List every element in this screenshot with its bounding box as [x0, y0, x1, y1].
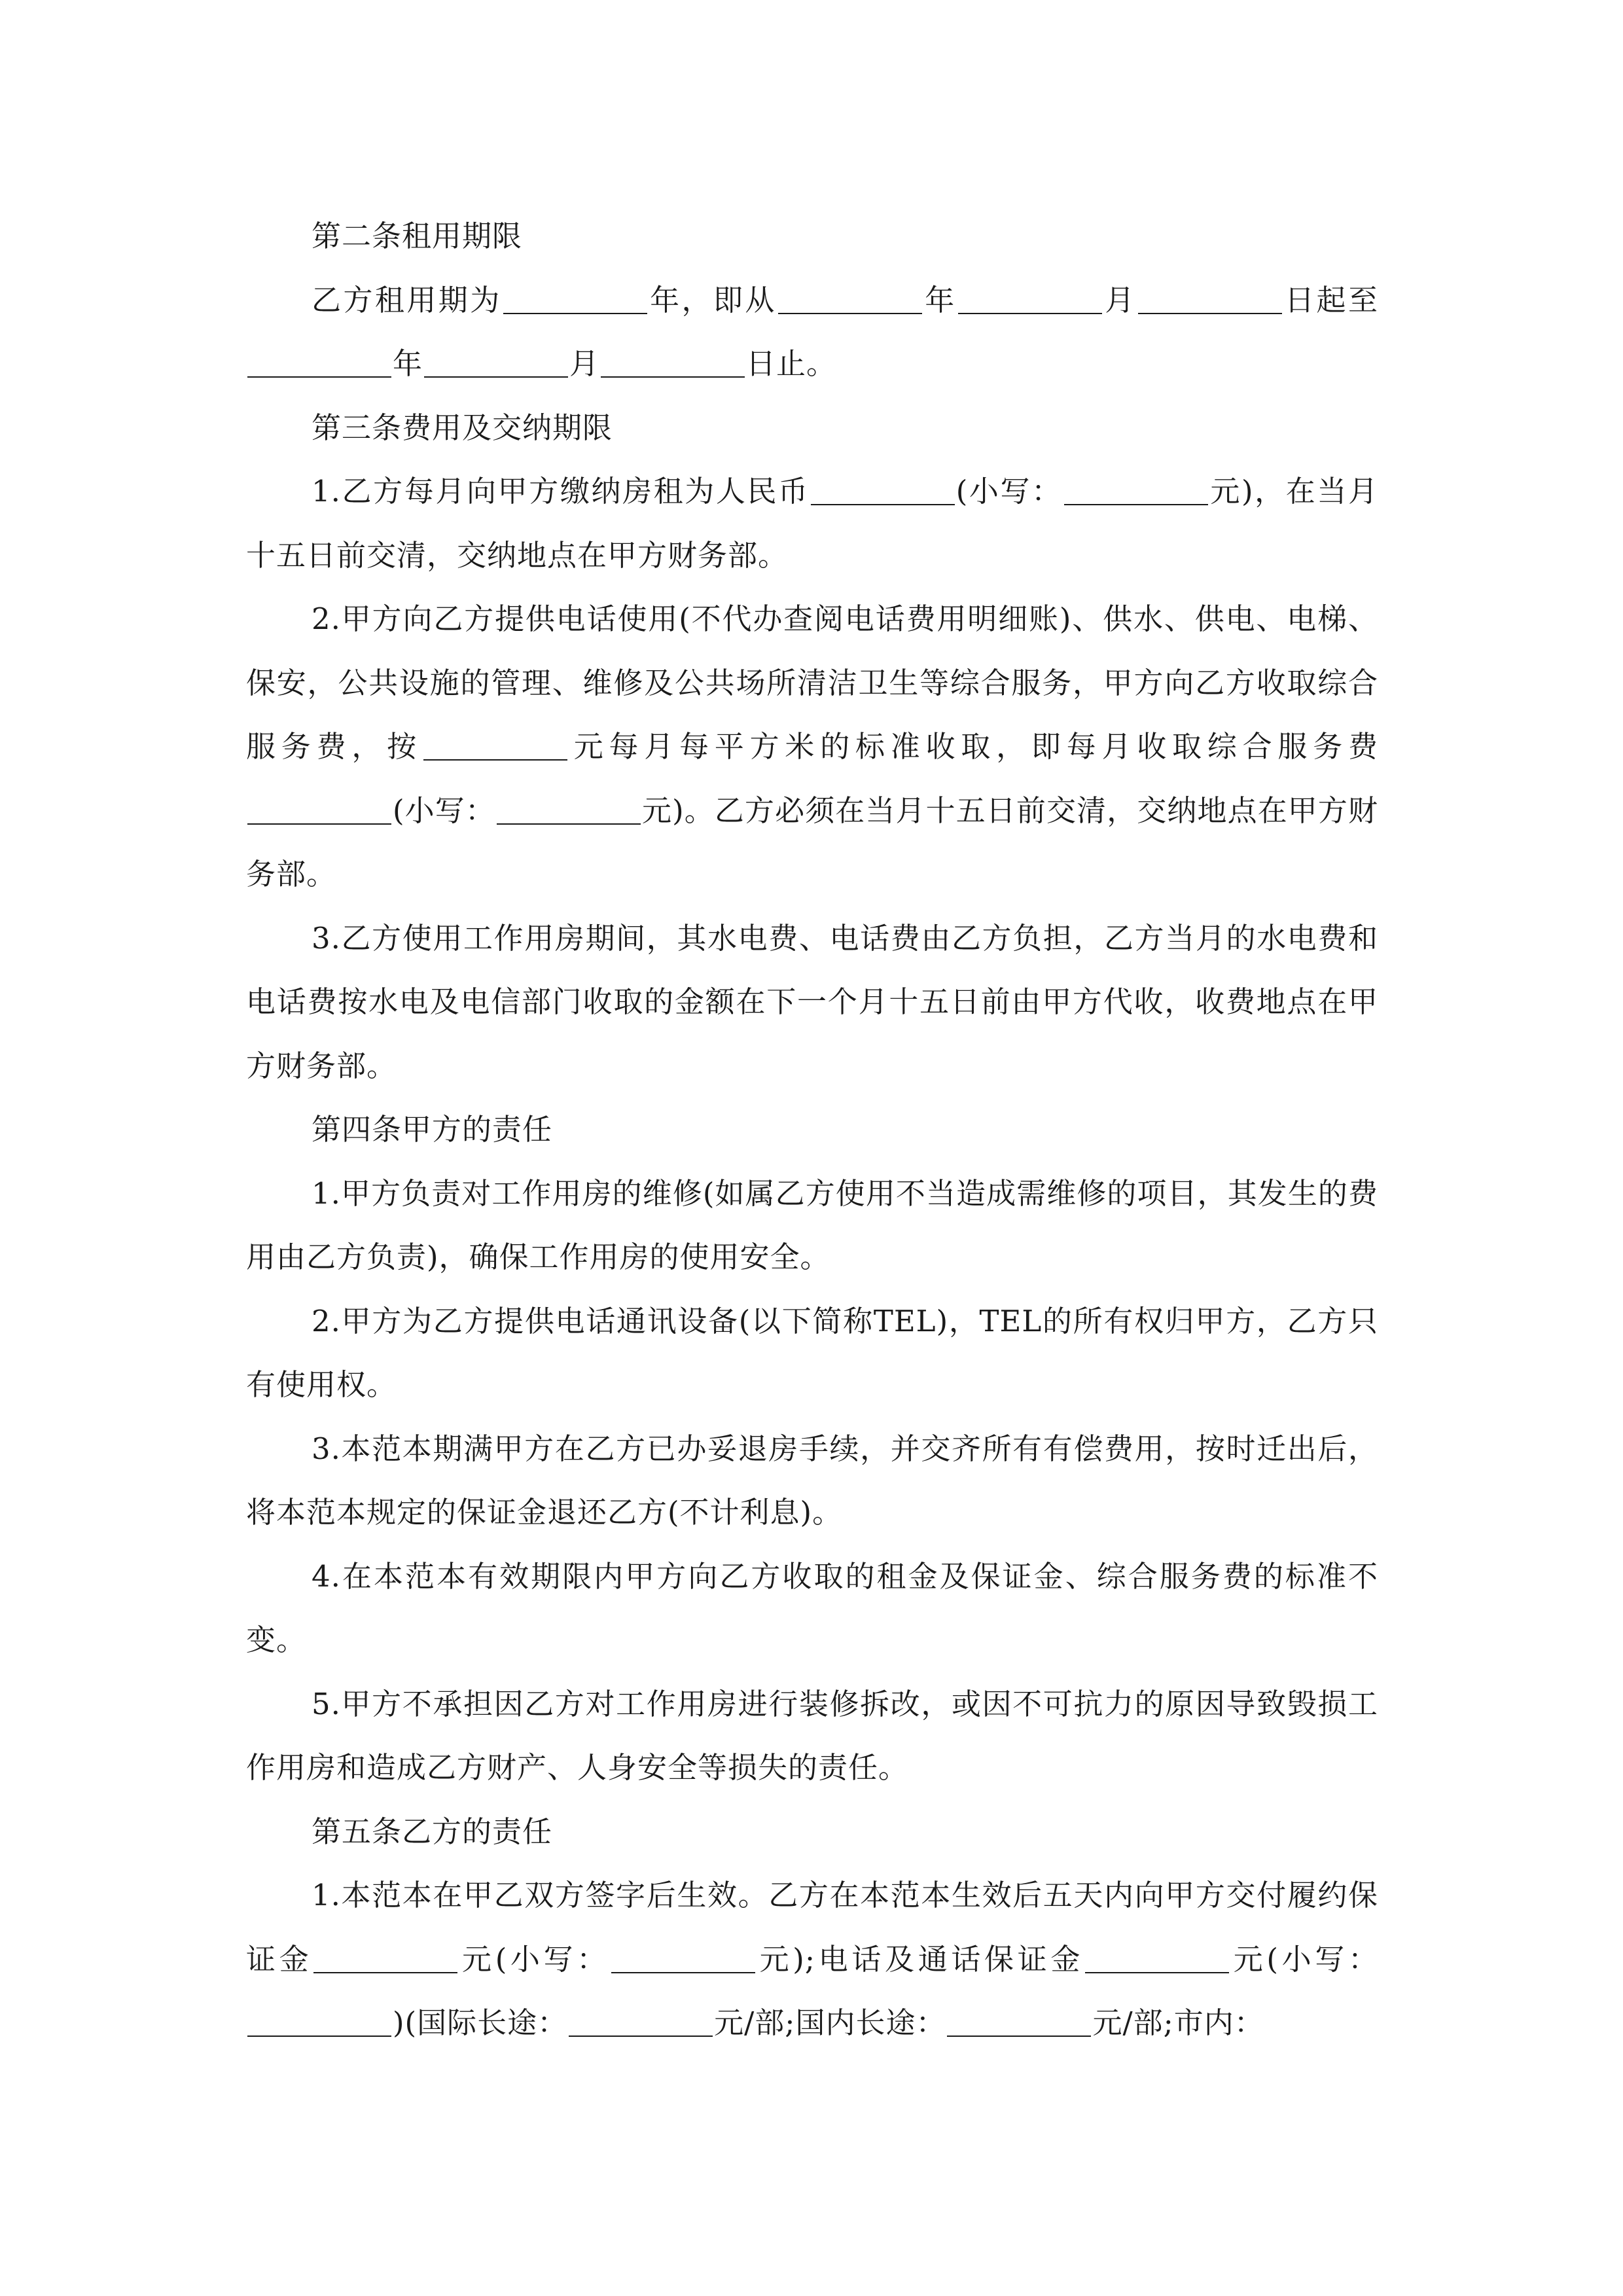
- article-4-clause-4: 4.在本范本有效期限内甲方向乙方收取的租金及保证金、综合服务费的标准不变。: [246, 1558, 1378, 1657]
- fill-blank[interactable]: [423, 733, 567, 761]
- fill-blank[interactable]: [503, 287, 647, 314]
- article-4-clause-5: 5.甲方不承担因乙方对工作用房进行装修拆改，或因不可抗力的原因导致毁损工作用房和造成乙方财产、人身安全等损失的责任。: [246, 1686, 1378, 1785]
- fill-blank[interactable]: [247, 2009, 391, 2037]
- article-3-heading: 第三条费用及交纳期限: [312, 410, 613, 445]
- article-2-heading: 第二条租用期限: [312, 219, 523, 253]
- article-3-clause-3: 3.乙方使用工作用房期间，其水电费、电话费由乙方负担，乙方当月的水电费和电话费按水电及电信部门收取的金额在下一个月十五日前由甲方代收，收费地点在甲方财务部。: [246, 920, 1378, 1083]
- fill-blank[interactable]: [247, 350, 391, 378]
- fill-blank[interactable]: [811, 478, 955, 505]
- fill-blank[interactable]: [778, 287, 922, 314]
- fill-blank[interactable]: [424, 350, 568, 378]
- fill-blank[interactable]: [947, 2009, 1091, 2037]
- fill-blank[interactable]: [1138, 287, 1282, 314]
- article-5-clause-1: 1.本范本在甲乙双方签字后生效。乙方在本范本生效后五天内向甲方交付履约保证金 元(小写： 元);电话及通话保证金 元(小写：)(国际长途： 元/部;国内长途： 元/部;市内：: [246, 1878, 1378, 2040]
- article-2-term-paragraph: 乙方租用期为 年，即从 年 月 日起至年 月 日止。: [246, 268, 1378, 396]
- fill-blank[interactable]: [569, 2009, 713, 2037]
- fill-blank[interactable]: [313, 1946, 457, 1973]
- article-4-clause-2: 2.甲方为乙方提供电话通讯设备(以下简称TEL)，TEL的所有权归甲方，乙方只有使用权。: [246, 1303, 1378, 1402]
- fill-blank[interactable]: [601, 350, 745, 378]
- fill-blank[interactable]: [1085, 1946, 1229, 1973]
- fill-blank[interactable]: [611, 1946, 755, 1973]
- fill-blank[interactable]: [247, 797, 391, 825]
- article-4-clause-3: 3.本范本期满甲方在乙方已办妥退房手续，并交齐所有有偿费用，按时迁出后，将本范本规定的保证金退还乙方(不计利息)。: [246, 1431, 1378, 1530]
- article-4-clause-1: 1.甲方负责对工作用房的维修(如属乙方使用不当造成需维修的项目，其发生的费用由乙方负责)，确保工作用房的使用安全。: [246, 1175, 1378, 1274]
- fill-blank[interactable]: [1064, 478, 1208, 505]
- article-5-heading: 第五条乙方的责任: [312, 1814, 553, 1849]
- article-3-clause-1: 1.乙方每月向甲方缴纳房租为人民币 (小写： 元)，在当月十五日前交清，交纳地点在甲方财务部。: [246, 474, 1379, 573]
- fill-blank[interactable]: [958, 287, 1102, 314]
- document-body: [246, 204, 1378, 2055]
- fill-blank[interactable]: [497, 797, 641, 825]
- article-4-heading: 第四条甲方的责任: [312, 1112, 553, 1147]
- article-3-clause-2: 2.甲方向乙方提供电话使用(不代办查阅电话费用明细账)、供水、供电、电梯、保安，公共设施的管理、维修及公共场所清洁卫生等综合服务，甲方向乙方收取综合服务费，按 元每月每平方米的标准收取，即每月收取综合服务费(小写： 元)。乙方必须在当月十五日前交清，交纳地点在甲方财务部。: [246, 601, 1378, 891]
